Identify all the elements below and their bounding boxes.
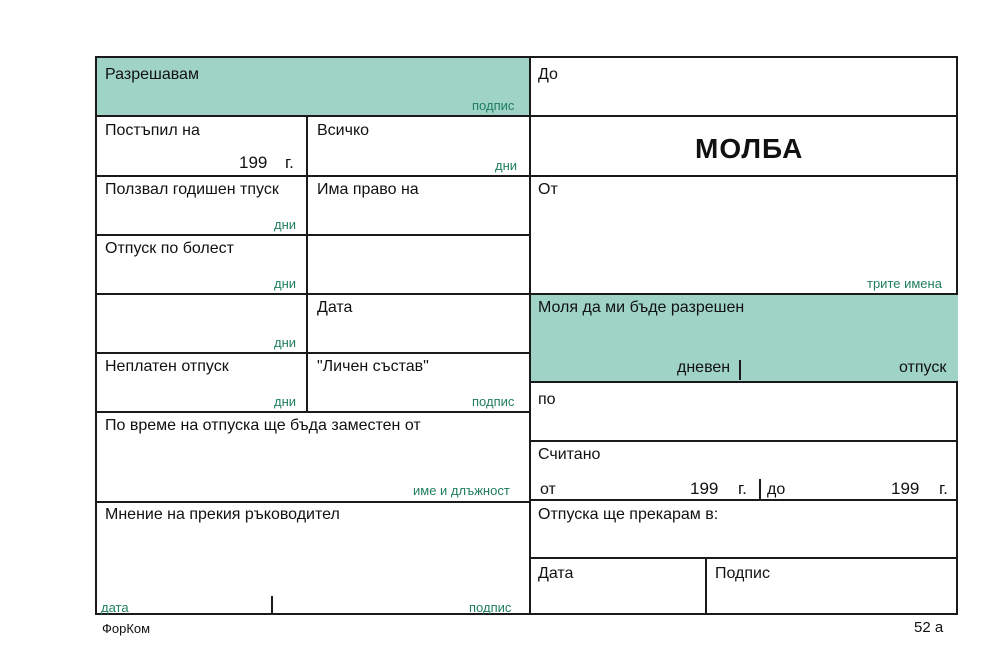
request-days-label: дневен (677, 359, 731, 376)
request-separator (739, 360, 741, 380)
personnel-signature-caption: подпис (472, 394, 515, 409)
unpaid-days-caption: дни (274, 394, 297, 409)
counted-label: Считано (538, 446, 601, 463)
leave-request-form (95, 56, 958, 615)
counted-to-suffix: г. (939, 479, 948, 498)
personnel-label: "Личен състав" (317, 358, 429, 375)
sick-leave-label: Отпуск по болест (105, 240, 234, 257)
signature-label: Подпис (715, 565, 770, 582)
form-code: 52 а (914, 619, 944, 636)
opinion-separator (271, 596, 273, 613)
approve-signature-caption: подпис (472, 98, 515, 113)
unpaid-label: Неплатен отпуск (105, 358, 229, 375)
addressee-field[interactable] (531, 58, 958, 115)
annual-used-label: Ползвал годишен тпуск (105, 181, 279, 198)
counted-to-year: 199 (891, 479, 920, 498)
opinion-label: Мнение на прекия ръководител (105, 506, 340, 523)
divider (530, 115, 958, 117)
divider (530, 293, 958, 295)
entitled-label: Има право на (317, 181, 419, 198)
received-year: 199 (239, 153, 268, 172)
counted-separator (759, 479, 761, 499)
document-title: МОЛБА (695, 133, 804, 164)
request-label: Моля да ми бъде разрешен (538, 299, 745, 316)
annual-used-days-caption: дни (274, 217, 297, 232)
received-label: Постъпил на (105, 122, 200, 139)
counted-to-label: до (767, 481, 786, 498)
opinion-signature-caption: подпис (469, 600, 512, 615)
replacement-label: По време на отпуска ще бъда заместен от (105, 417, 421, 434)
per-label: по (538, 391, 556, 408)
from-label: От (538, 181, 558, 198)
brand-label: ФорКом (102, 621, 151, 636)
received-year-suffix: г. (285, 153, 294, 172)
request-leave-label: отпуск (899, 359, 947, 376)
counted-from-label: от (540, 481, 556, 498)
sign-date-label: Дата (538, 565, 574, 582)
approve-label: Разрешавам (105, 66, 199, 83)
spend-label: Отпуска ще прекарам в: (538, 506, 719, 523)
from-names-caption: трите имена (867, 276, 942, 291)
counted-from-year: 199 (690, 479, 719, 498)
sick-leave-days-caption: дни (274, 276, 297, 291)
replacement-caption: име и длъжност (413, 483, 510, 498)
opinion-date-caption: дата (101, 600, 129, 615)
counted-from-suffix: г. (738, 479, 747, 498)
date-label: Дата (317, 299, 353, 316)
per-field[interactable] (531, 383, 958, 440)
total-days-caption: дни (495, 158, 518, 173)
blank-days-caption: дни (274, 335, 297, 350)
total-label: Всичко (317, 122, 370, 139)
to-label: До (538, 66, 558, 83)
